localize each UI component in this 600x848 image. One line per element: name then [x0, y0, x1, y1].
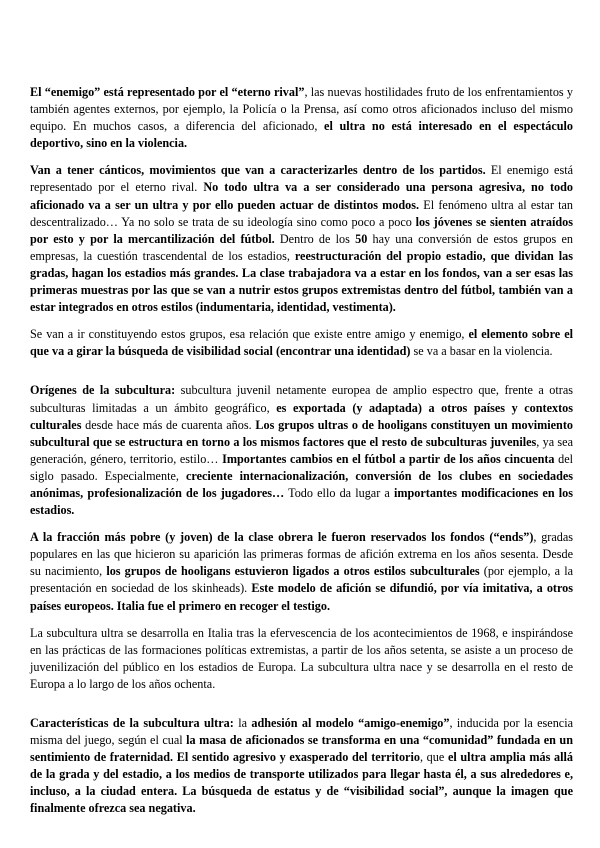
bold-text-run: el ultra amplia más allá de la grada y del estadio, a los medios de transporte utilizados para llegar hasta él, a sus alrededores e, incluso, a la ciudad entera. La búsqueda de estatus y de “visibilidad social”, aunque la imagen que finalmente ofrezca sea negativa.	[30, 750, 573, 816]
bold-text-run: el ultra no está interesado en el espectáculo deportivo, sino en la violencia.	[30, 119, 573, 151]
bold-text-run: creciente internacionalización, conversión de los clubes en sociedades anónimas, profesionalización de los jugadores…	[30, 468, 574, 500]
text-run: (por ejemplo, a la presentación en sociedad de los skinheads).	[30, 564, 573, 596]
text-run: , gradas populares en las que hicieron su aparición las primeras formas de afición extrema en los años sesenta. Desde su nacimiento,	[30, 530, 573, 579]
paragraph-7	[30, 715, 573, 818]
paragraph-3	[30, 326, 573, 360]
bold-text-run: 50	[355, 231, 368, 246]
text-run: Todo ello da lugar a	[284, 485, 394, 500]
text-run: del siglo pasado. Especialmente,	[30, 451, 573, 483]
text-run: , inducida por la esencia misma del juego, según el cual	[30, 716, 574, 748]
text-run: Dentro de los	[274, 231, 356, 246]
text-run: , que	[419, 750, 448, 765]
text-run: se va a basar en la violencia.	[410, 344, 553, 359]
text-run: Se van a ir constituyendo estos grupos, esa relación que existe entre amigo y enemigo,	[30, 327, 469, 342]
bold-text-run: Orígenes de la subcultura:	[30, 383, 176, 398]
paragraph-5	[30, 529, 573, 614]
document-page	[30, 84, 573, 828]
text-run: El enemigo está representado por el eterno rival.	[30, 163, 573, 195]
bold-text-run: Van a tener cánticos, movimientos que van a caracterizarles dentro de los partidos.	[30, 163, 486, 178]
text-run: El fenómeno ultra al estar tan descentralizado… Ya no solo se trata de su ideología sino como poco a poco	[30, 197, 573, 229]
bold-text-run: El “enemigo” está representado por el “eterno rival”	[30, 85, 305, 99]
text-run: , ya sea generación, género, territorio, estilo…	[30, 434, 573, 466]
paragraph-1	[30, 84, 573, 152]
bold-text-run: adhesión al modelo “amigo-enemigo”	[251, 716, 450, 730]
text-run: subcultura juvenil netamente europea de amplio espectro que, frente a otras subculturas limitadas a un ámbito geográfico,	[30, 383, 573, 415]
bold-text-run: A la fracción más pobre (y joven) de la clase obrera le fueron reservados los fondos (“ends”)	[30, 530, 534, 545]
text-run: la	[233, 716, 252, 730]
paragraph-2	[30, 162, 573, 316]
text-run: desde hace más de cuarenta años.	[81, 417, 256, 432]
bold-text-run: Importantes cambios en el fútbol a partir de los años cincuenta	[222, 451, 555, 466]
bold-text-run: los grupos de hooligans estuvieron ligados a otros estilos subculturales	[106, 564, 480, 579]
bold-text-run: el elemento sobre el que va a girar la búsqueda de visibilidad social (encontrar una identidad)	[30, 327, 573, 359]
bold-text-run: los jóvenes se sienten atraídos por esto y por la mercantilización del fútbol.	[30, 214, 573, 246]
bold-text-run: Características de la subcultura ultra:	[30, 716, 234, 730]
text-run: , las nuevas hostilidades fruto de los enfrentamientos y también agentes externos, por ejemplo, la Policía o la Prensa, así como otros aficionados incluso del mismo equipo. En muchos casos, a diferencia del aficionado,	[30, 85, 573, 134]
bold-text-run: reestructuración del propio estadio, que dividan las gradas, hagan los estadios más grandes. La clase trabajadora va a estar en los fondos, van a ser esas las primeras muestras por las que se van a nutrir estos grupos extremistas dentro del fútbol, también van a estar integrados en otros estilos (indumentaria, identidad, vestimenta).	[30, 248, 573, 315]
bold-text-run: Los grupos ultras o de hooligans constituyen un movimiento subcultural que se estructura en torno a los mismos factores que el resto de subculturas juveniles	[30, 417, 573, 449]
text-run: La subcultura ultra se desarrolla en Italia tras la efervescencia de los acontecimientos de 1968, e inspirándose en las prácticas de las formaciones políticas extremistas, a partir de los años setenta, se asiste a un proceso de juvenilización del público en los estadios de Europa. La subcultura ultra nace y se desarrolla en el resto de Europa a lo largo de los años ochenta.	[30, 625, 573, 691]
bold-text-run: la masa de aficionados se transforma en una “comunidad” fundada en un sentimiento de fraternidad. El sentido agresivo y exasperado del territorio	[30, 733, 573, 765]
bold-text-run: importantes modificaciones en los estadios.	[30, 485, 573, 518]
paragraph-4	[30, 382, 573, 519]
bold-text-run: Este modelo de afición se difundió, por vía imitativa, a otros países europeos. Italia fue el primero en recoger el testigo.	[30, 581, 573, 613]
text-run: hay una conversión de estos grupos en empresas, la cuestión trascendental de los estadios,	[30, 231, 573, 263]
bold-text-run: es exportada (y adaptada) a otros países y contextos culturales	[30, 400, 573, 432]
paragraph-6	[30, 625, 573, 693]
bold-text-run: No todo ultra va a ser considerado una persona agresiva, no todo aficionado va a ser un ultra y por ello pueden actuar de distintos modos.	[30, 180, 573, 212]
